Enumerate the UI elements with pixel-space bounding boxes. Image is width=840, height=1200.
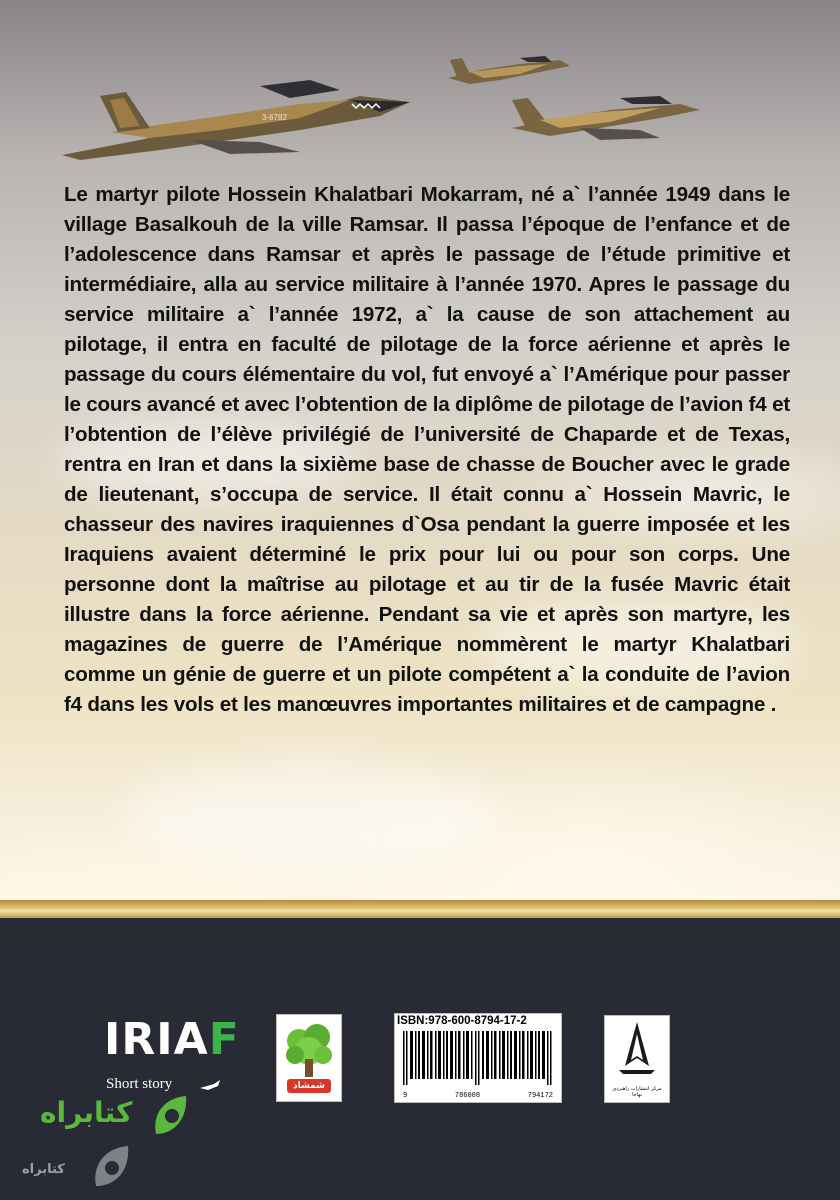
jet-wingman-2 — [512, 96, 700, 140]
jet-wingman-1 — [448, 56, 570, 84]
biography-paragraph: Le martyr pilote Hossein Khalatbari Mokarram, né a` l’année 1949 dans le village Basalkouh de la ville Ramsar. Il passa l’époque de l’enfance et de l’adolescence dans Ramsar et après le passage de l’étude primitive et intermédiaire, alla au service militaire à l’année 1970. Apres le passage du service militaire a` l’année 1972, a` la cause de son attachement au pilotage, il entra en faculté de pilotage de la force aérienne et après le passage du cours élémentaire du vol, fut envoyé a` l’Amérique pour passer le cours avancé et avec l’obtention de la diplôme de pilotage de l’avion f4 et l’obtention de l’élève privilégié de l’université de Chaparde et de Texas, rentra en Iran et dans la sixième base de chasse de Boucher avec le grade de lieutenant, s’occupa de service. Il était connu a` Hossein Mavric, le chasseur des navires iraquiennes d`Osa pendant la guerre imposée et les Iraquiens avaient déterminé le prix pour lui ou pour son corps. Une personne dont la maîtrise au pilotage et au tir de la fusée Mavric était illustre dans la force aérienne. Pendant sa vie et après son martyre, les magazines de guerre de l’Amérique nommèrent le martyr Khalatbari comme un génie de guerre et un pilote compétent a` la conduite de l’avion f4 dans les vols et les manœuvres importantes militaires et de campagne . — [64, 183, 790, 716]
publisher-emblem — [604, 1015, 670, 1103]
publisher-label: مرکز انتشارات راهبردی نهاجا — [612, 1086, 662, 1098]
isbn-barcode — [394, 1013, 562, 1103]
gold-divider-stripe — [0, 900, 840, 918]
ketabrah-brand-text-small: کتابراه — [22, 1162, 65, 1177]
cloud — [120, 760, 500, 870]
isbn-digits — [403, 1092, 553, 1100]
ketabrah-brand-text: کتابراه — [40, 1096, 133, 1129]
ketabrah-watermark — [0, 1090, 200, 1200]
tree-logo-text: شمشاد — [292, 1081, 326, 1091]
jet-lead — [62, 80, 410, 160]
isbn-label: ISBN:978-600-8794-17-2 — [397, 1015, 527, 1027]
isbn-digit-group-1: 786008 — [454, 1092, 481, 1100]
small-jet-icon — [200, 1078, 220, 1094]
emblem-icon — [605, 1016, 669, 1086]
iriaf-letter-f: F — [208, 1014, 240, 1065]
ketabrah-leaf-icon — [150, 1094, 190, 1138]
jet-tail-code: 3-6782 — [262, 113, 287, 122]
iriaf-letters: IRIA — [104, 1014, 209, 1065]
isbn-digit-lead: 9 — [403, 1092, 408, 1100]
series-label: Short story — [106, 1076, 173, 1092]
barcode-bars — [403, 1031, 553, 1085]
iriaf-wordmark — [104, 1014, 240, 1065]
fighter-jets-illustration — [0, 0, 840, 180]
ketabrah-grey-icon — [92, 1142, 132, 1190]
tree-publisher-logo — [276, 1014, 342, 1102]
isbn-digit-group-2: 794172 — [527, 1092, 553, 1100]
